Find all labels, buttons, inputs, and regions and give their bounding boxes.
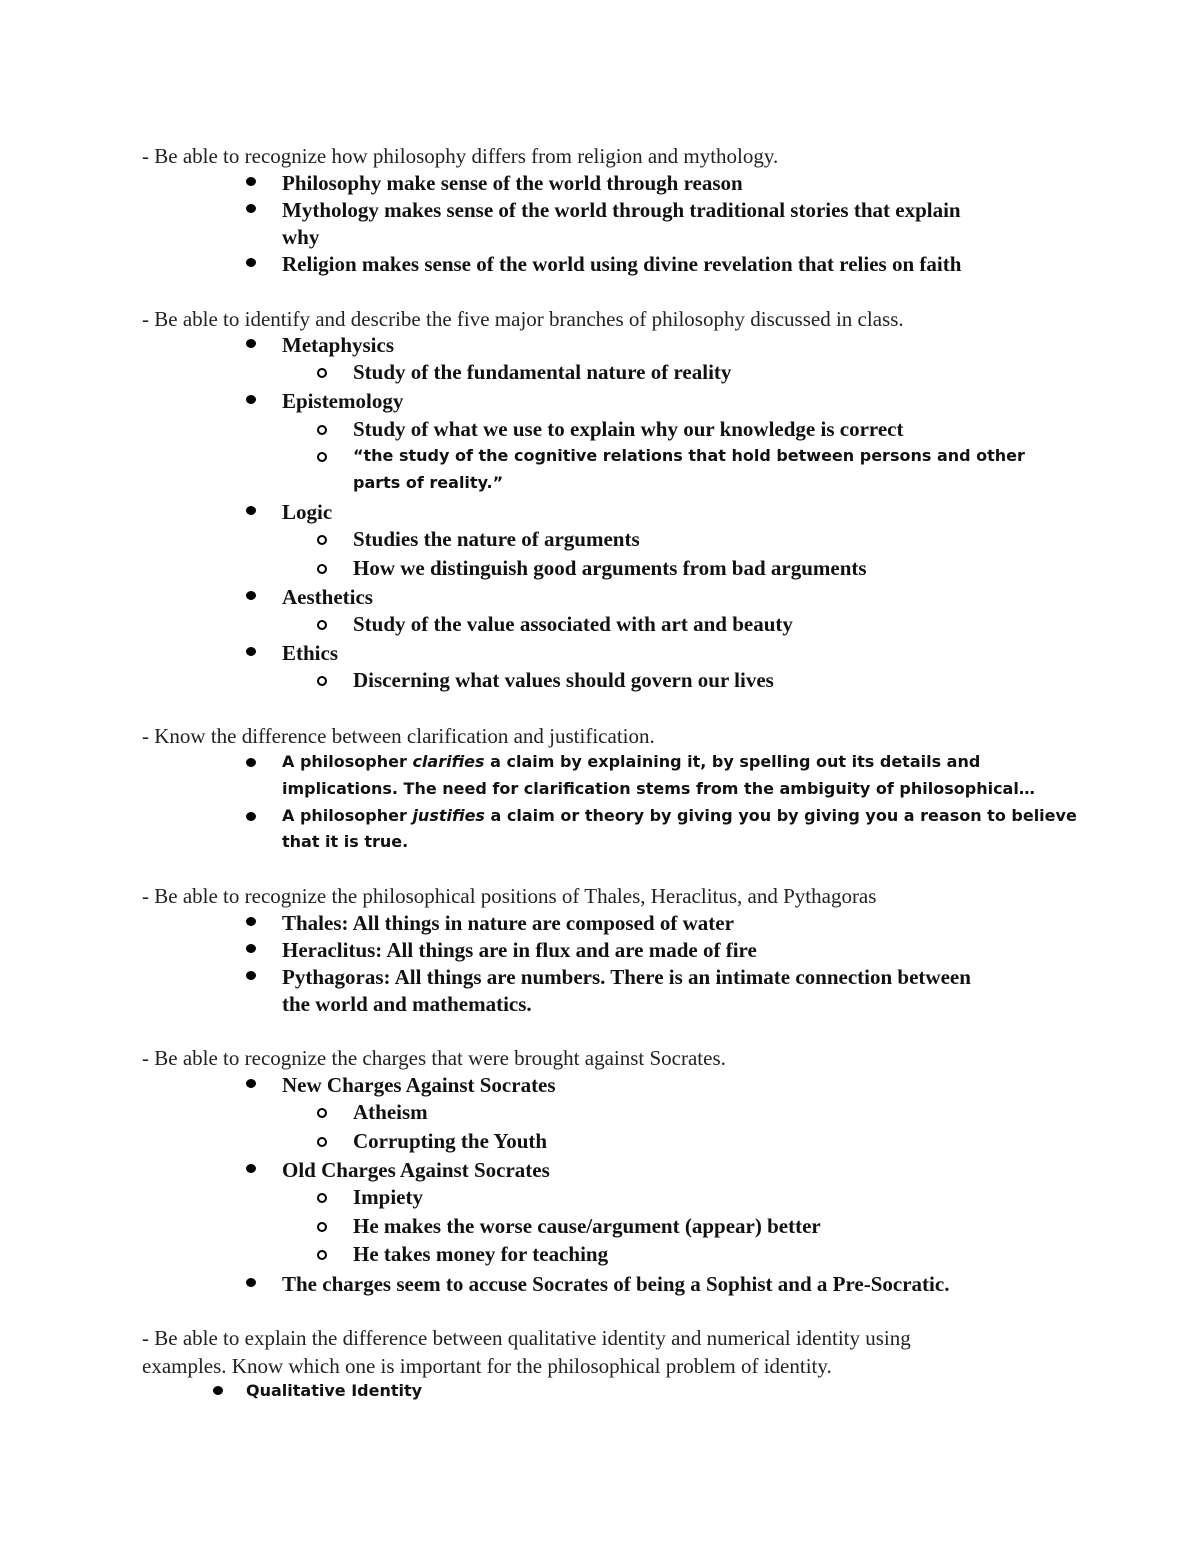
list-item xyxy=(282,806,1077,825)
item-text: a claim by explaining it, by spelling out its details and xyxy=(484,752,981,771)
sub-list-item: Study of the fundamental nature of reality xyxy=(353,360,732,384)
sub-list-item: How we distinguish good arguments from bad arguments xyxy=(353,556,867,580)
list-item: Pythagoras: All things are numbers. There is an intimate connection between xyxy=(282,965,971,989)
bullet-icon xyxy=(246,258,256,267)
bullet-icon xyxy=(246,812,256,821)
bullet-icon xyxy=(246,177,256,186)
question-text: - Be able to recognize how philosophy differs from religion and mythology. xyxy=(142,144,779,168)
bullet-icon xyxy=(246,204,256,213)
sub-list-item: Study of the value associated with art and beauty xyxy=(353,612,793,636)
question-text: - Know the difference between clarification and justification. xyxy=(142,724,655,748)
sub-list-item: Discerning what values should govern our lives xyxy=(353,668,774,692)
circle-bullet-icon xyxy=(317,452,327,462)
item-text: A philosopher xyxy=(282,806,413,825)
bullet-icon xyxy=(246,1164,256,1173)
list-item: Religion makes sense of the world using divine revelation that relies on faith xyxy=(282,252,962,276)
list-item: Qualitative Identity xyxy=(246,1381,423,1400)
question-text: - Be able to identify and describe the five major branches of philosophy discussed in class. xyxy=(142,307,904,331)
item-text: A philosopher xyxy=(282,752,413,771)
circle-bullet-icon xyxy=(317,1250,327,1260)
list-item-continued: implications. The need for clarification stems from the ambiguity of philosophical… xyxy=(282,779,1035,798)
list-item-continued: that it is true. xyxy=(282,832,409,851)
bullet-icon xyxy=(246,506,256,515)
list-item: Old Charges Against Socrates xyxy=(282,1158,550,1182)
circle-bullet-icon xyxy=(317,1137,327,1147)
sub-list-item: Corrupting the Youth xyxy=(353,1129,548,1153)
list-item: Thales: All things in nature are composed of water xyxy=(282,911,734,935)
circle-bullet-icon xyxy=(317,368,327,378)
sub-list-item: Studies the nature of arguments xyxy=(353,527,640,551)
emphasized-term: clarifies xyxy=(412,752,485,771)
list-item: Mythology makes sense of the world through traditional stories that explain xyxy=(282,198,961,222)
circle-bullet-icon xyxy=(317,1193,327,1203)
sub-list-item: Study of what we use to explain why our knowledge is correct xyxy=(353,417,904,441)
sub-list-item: “the study of the cognitive relations that hold between persons and other xyxy=(353,446,1025,465)
bullet-icon xyxy=(246,1278,256,1287)
list-item: Aesthetics xyxy=(282,585,373,609)
bullet-icon xyxy=(246,395,256,404)
question-text: - Be able to recognize the philosophical positions of Thales, Heraclitus, and Pythagoras xyxy=(142,884,877,908)
list-item xyxy=(282,752,980,771)
list-item: Epistemology xyxy=(282,389,404,413)
bullet-icon xyxy=(213,1386,223,1395)
bullet-icon xyxy=(246,971,256,980)
list-item: Metaphysics xyxy=(282,333,394,357)
bullet-icon xyxy=(246,339,256,348)
question-text: - Be able to recognize the charges that were brought against Socrates. xyxy=(142,1046,726,1070)
circle-bullet-icon xyxy=(317,535,327,545)
question-text-continued: examples. Know which one is important for the philosophical problem of identity. xyxy=(142,1354,832,1378)
item-text: a claim or theory by giving you by giving you a reason to believe xyxy=(484,806,1077,825)
bullet-icon xyxy=(246,591,256,600)
sub-list-item: He makes the worse cause/argument (appear) better xyxy=(353,1214,821,1238)
circle-bullet-icon xyxy=(317,1222,327,1232)
circle-bullet-icon xyxy=(317,620,327,630)
bullet-icon xyxy=(246,917,256,926)
list-item: Heraclitus: All things are in flux and are made of fire xyxy=(282,938,757,962)
bullet-icon xyxy=(246,1079,256,1088)
sub-list-item: Atheism xyxy=(353,1100,428,1124)
list-item: Logic xyxy=(282,500,333,524)
list-item: Ethics xyxy=(282,641,339,665)
question-text: - Be able to explain the difference between qualitative identity and numerical identity using xyxy=(142,1326,911,1350)
list-item-continued: the world and mathematics. xyxy=(282,992,532,1016)
sub-list-item: Impiety xyxy=(353,1185,423,1209)
sub-list-item: He takes money for teaching xyxy=(353,1242,609,1266)
sub-list-item-continued: parts of reality.” xyxy=(353,473,504,492)
circle-bullet-icon xyxy=(317,676,327,686)
circle-bullet-icon xyxy=(317,425,327,435)
circle-bullet-icon xyxy=(317,1108,327,1118)
list-item: New Charges Against Socrates xyxy=(282,1073,556,1097)
list-item-continued: why xyxy=(282,225,320,249)
bullet-icon xyxy=(246,758,256,767)
bullet-icon xyxy=(246,944,256,953)
emphasized-term: justifies xyxy=(412,806,485,825)
bullet-icon xyxy=(246,647,256,656)
list-item: Philosophy make sense of the world through reason xyxy=(282,171,743,195)
circle-bullet-icon xyxy=(317,564,327,574)
list-item: The charges seem to accuse Socrates of being a Sophist and a Pre-Socratic. xyxy=(282,1272,950,1296)
